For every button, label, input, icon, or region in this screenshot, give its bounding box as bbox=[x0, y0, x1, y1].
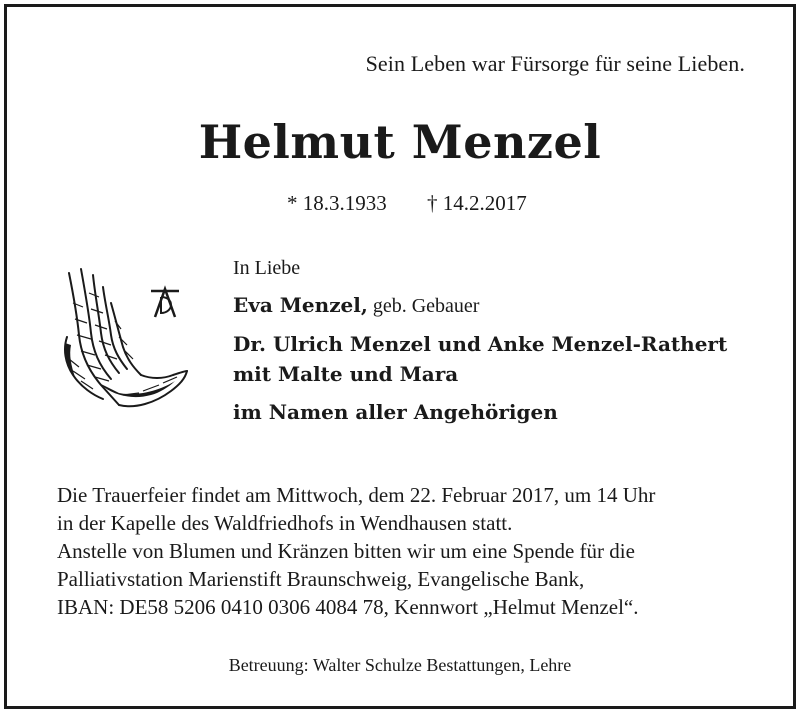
motto: Sein Leben war Fürsorge für seine Lieben. bbox=[365, 51, 745, 76]
info-line: Die Trauerfeier findet am Mittwoch, dem 22. Februar 2017, um 14 Uhr bbox=[57, 483, 656, 507]
children-line-1: Dr. Ulrich Menzel und Anke Menzel-Rathert bbox=[233, 332, 728, 356]
children-line-2: mit Malte und Mara bbox=[233, 362, 459, 386]
funeral-home-credit: Betreuung: Walter Schulze Bestattungen, Lehre bbox=[228, 655, 572, 675]
info-line: IBAN: DE58 5206 0410 0306 4084 78, Kennwort „Helmut Menzel“. bbox=[57, 595, 639, 619]
obituary-notice bbox=[4, 4, 796, 709]
relatives-line: im Namen aller Angehörigen bbox=[233, 400, 558, 424]
praying-hands-icon bbox=[59, 263, 191, 413]
deceased-name: Helmut Menzel bbox=[198, 115, 602, 169]
signers-block bbox=[233, 257, 727, 427]
spouse-name: Eva Menzel, bbox=[233, 293, 368, 317]
info-line: Palliativstation Marienstift Braunschweig, Evangelische Bank, bbox=[57, 567, 585, 591]
info-line: in der Kapelle des Waldfriedhofs in Wendhausen statt. bbox=[57, 511, 513, 535]
death-date: † 14.2.2017 bbox=[427, 191, 527, 215]
intro-text: In Liebe bbox=[233, 257, 301, 279]
spouse-line bbox=[233, 290, 727, 321]
funeral-info bbox=[57, 481, 757, 621]
spouse-maiden-name: geb. Gebauer bbox=[367, 295, 480, 317]
info-line: Anstelle von Blumen und Kränzen bitten wir um eine Spende für die bbox=[57, 539, 635, 563]
birth-date: * 18.3.1933 bbox=[287, 191, 387, 215]
